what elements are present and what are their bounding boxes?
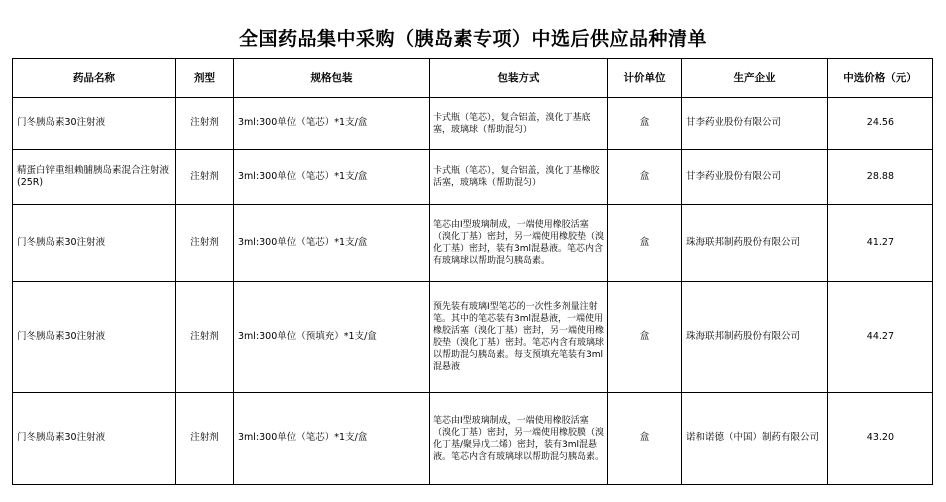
package-cell: 卡式瓶（笔芯），复合铝盖，溴化丁基底塞，玻璃球（帮助混匀）	[430, 98, 608, 150]
dosage-form-cell: 注射剂	[176, 205, 234, 282]
manufacturer-cell: 珠海联邦制药股份有限公司	[682, 282, 828, 393]
package-cell: 笔芯由Ⅰ型玻璃制成，一端使用橡胶活塞（溴化丁基）密封，另一端使用橡胶垫（溴化丁基）密封，装有3ml混悬液。笔芯内含有玻璃球以帮助混匀胰岛素。	[430, 205, 608, 282]
table-row	[13, 282, 933, 393]
header-manufacturer: 生产企业	[682, 59, 828, 98]
price-cell: 28.88	[828, 150, 933, 205]
price-cell: 41.27	[828, 205, 933, 282]
header-spec: 规格包装	[234, 59, 430, 98]
header-package: 包装方式	[430, 59, 608, 98]
table-row	[13, 393, 933, 485]
table-row	[13, 205, 933, 282]
table-row	[13, 150, 933, 205]
price-cell: 24.56	[828, 98, 933, 150]
page-title: 全国药品集中采购（胰岛素专项）中选后供应品种清单	[238, 28, 707, 50]
manufacturer-cell: 甘李药业股份有限公司	[682, 150, 828, 205]
package-cell: 卡式瓶（笔芯），复合铝盖，溴化丁基橡胶活塞，玻璃珠（帮助混匀）	[430, 150, 608, 205]
spec-cell: 3ml:300单位（笔芯）*1支/盒	[234, 150, 430, 205]
spec-cell: 3ml:300单位（笔芯）*1支/盒	[234, 205, 430, 282]
unit-cell: 盒	[608, 205, 682, 282]
drug-name-cell: 门冬胰岛素30注射液	[13, 205, 176, 282]
unit-cell: 盒	[608, 282, 682, 393]
header-price: 中选价格（元）	[828, 59, 933, 98]
drug-name-cell: 门冬胰岛素30注射液	[13, 393, 176, 485]
dosage-form-cell: 注射剂	[176, 150, 234, 205]
dosage-form-cell: 注射剂	[176, 98, 234, 150]
package-cell: 预先装有玻璃Ⅰ型笔芯的一次性多剂量注射笔。其中的笔芯装有3ml混悬液，一端使用橡胶活塞（溴化丁基）密封，另一端使用橡胶垫（溴化丁基）密封。笔芯内含有玻璃球以帮助混匀胰岛素。每支预填充笔装有3ml混悬液	[430, 282, 608, 393]
drug-name-cell: 门冬胰岛素30注射液	[13, 282, 176, 393]
manufacturer-cell: 甘李药业股份有限公司	[682, 98, 828, 150]
price-cell: 44.27	[828, 282, 933, 393]
supply-table	[12, 58, 933, 485]
header-drug-name: 药品名称	[13, 59, 176, 98]
spec-cell: 3ml:300单位（预填充）*1支/盒	[234, 282, 430, 393]
spec-cell: 3ml:300单位（笔芯）*1支/盒	[234, 98, 430, 150]
table-row	[13, 98, 933, 150]
unit-cell: 盒	[608, 98, 682, 150]
drug-name-cell: 门冬胰岛素30注射液	[13, 98, 176, 150]
manufacturer-cell: 珠海联邦制药股份有限公司	[682, 205, 828, 282]
package-cell: 笔芯由Ⅰ型玻璃制成，一端使用橡胶活塞（溴化丁基）密封，另一端使用橡胶膜（溴化丁基/聚异戊二烯）密封，装有3ml混悬液。笔芯内含有玻璃球以帮助混匀胰岛素。	[430, 393, 608, 485]
unit-cell: 盒	[608, 150, 682, 205]
unit-cell: 盒	[608, 393, 682, 485]
dosage-form-cell: 注射剂	[176, 282, 234, 393]
spec-cell: 3ml:300单位（笔芯）*1支/盒	[234, 393, 430, 485]
price-cell: 43.20	[828, 393, 933, 485]
header-row	[13, 59, 933, 98]
dosage-form-cell: 注射剂	[176, 393, 234, 485]
header-dosage-form: 剂型	[176, 59, 234, 98]
manufacturer-cell: 诺和诺德（中国）制药有限公司	[682, 393, 828, 485]
drug-name-cell: 精蛋白锌重组赖脯胰岛素混合注射液(25R)	[13, 150, 176, 205]
header-unit: 计价单位	[608, 59, 682, 98]
